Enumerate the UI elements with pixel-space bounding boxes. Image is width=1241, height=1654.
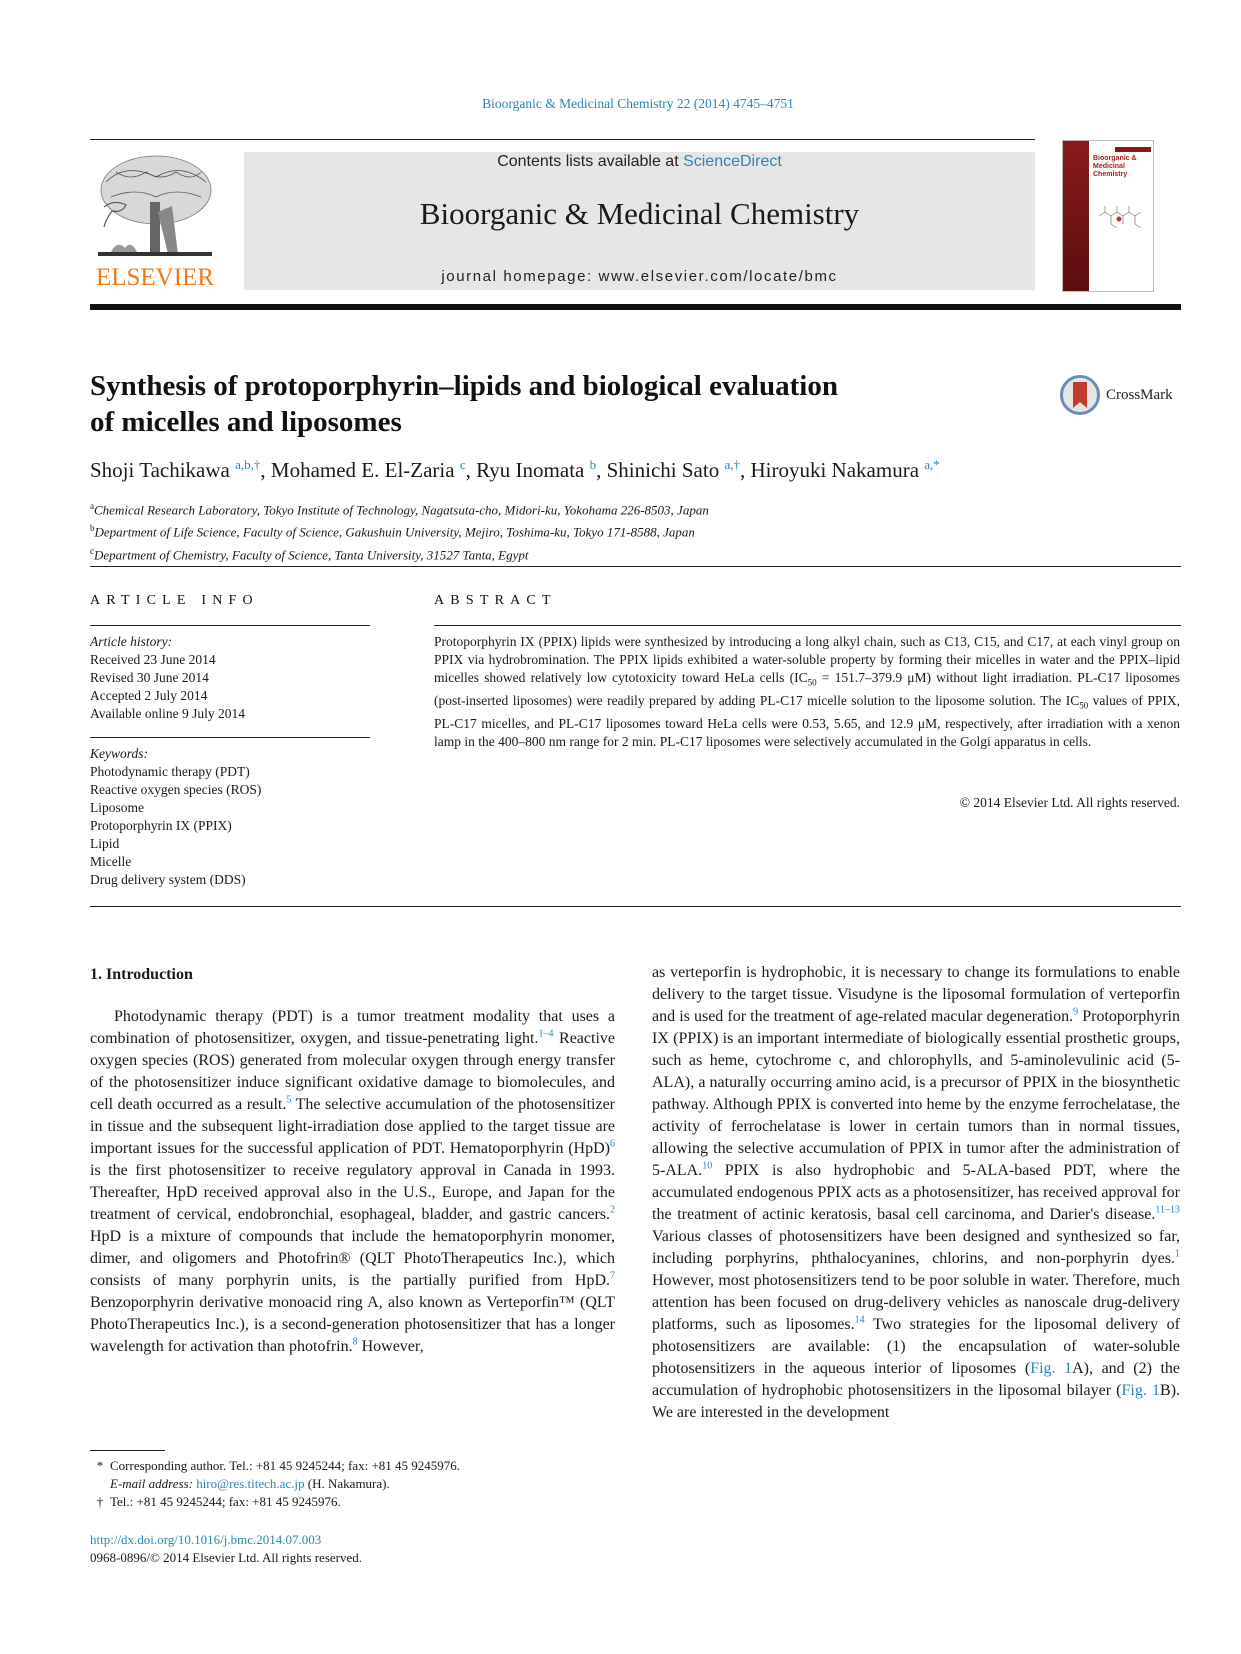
citation-link[interactable]: 2 <box>610 1204 615 1216</box>
journal-title: Bioorganic & Medicinal Chemistry <box>419 196 860 231</box>
header-rule <box>90 139 1035 140</box>
doi-block <box>90 1531 362 1567</box>
elsevier-tree-icon <box>96 152 214 264</box>
footnote-rule <box>90 1450 165 1451</box>
body-text: is the first photosensitizer to receive regulatory approval in Canada in 1993. Thereafter, HpD received approval also in the U.S., Europe, and Japan for the treatment of cervical, endobronchial, esophageal, bladder, and gastric cancers. <box>90 1162 615 1223</box>
history-received: Received 23 June 2014 <box>90 652 216 667</box>
body-text: Protoporphyrin IX (PPIX) is an important intermediate of biologically essential prosthetic groups, such as heme, cytochrome c, and chlorophylls, and 5-aminolevulinic acid (5-ALA), a naturally occurring amino acid, is a precursor of PPIX in the biosynthetic pathway. Although PPIX is converted into heme by the enzyme ferrochelatase, the activity of ferrochelatase is lower in certain tumors than in normal tissues, allowing the selective accumulation of PPIX in tumor after the administration of 5-ALA. <box>652 1008 1180 1179</box>
citation-link[interactable]: 1 <box>1175 1248 1180 1260</box>
keyword-item: Protoporphyrin IX (PPIX) <box>90 818 232 833</box>
email-suffix: (H. Nakamura). <box>304 1476 390 1491</box>
subscript: 50 <box>807 678 817 689</box>
body-text: However, most photosensitizers tend to be poor soluble in water. Therefore, much attention has been focused on drug-delivery vehicles as nanoscale drug-delivery platforms, such as liposomes. <box>652 1272 1180 1333</box>
body-text: B). We are interested in the development <box>652 1382 1181 1421</box>
footnote-text: Tel.: +81 45 9245244; fax: +81 45 9245976. <box>110 1494 341 1509</box>
citation-link[interactable]: 11–13 <box>1155 1204 1180 1216</box>
issn-copyright: 0968-0896/© 2014 Elsevier Ltd. All rights reserved. <box>90 1550 362 1565</box>
affiliation-item <box>90 497 709 519</box>
body-text: A), and (2) the accumulation of hydrophobic photosensitizers in the liposomal bilayer ( <box>652 1360 1181 1399</box>
molecule-icon <box>1097 201 1147 231</box>
contents-line <box>244 153 1035 171</box>
footnote-dagger <box>90 1493 460 1511</box>
front-matter-divider <box>90 906 1181 907</box>
abstract-text-part: Protoporphyrin IX (PPIX) lipids were synthesized by introducing a long alkyl chain, such as C13, C15, and C17, at each vinyl group on PPIX via hydrobromination. The PPIX lipids exhibited a water-soluble property by forming their micelles in water and the PPIX–lipid micelles showed relatively low cytotoxicity toward HeLa cells (IC <box>434 634 1180 686</box>
cover-top-bar <box>1115 147 1151 152</box>
keywords-list <box>90 745 261 889</box>
citation-link[interactable]: 9 <box>1073 1006 1079 1018</box>
elsevier-logo[interactable] <box>90 152 220 292</box>
footnotes <box>90 1457 460 1511</box>
body-text: PPIX is also hydrophobic and 5-ALA-based PDT, where the accumulated endogenous PPIX acts as a photosensitizer, has received approval for the treatment of actinic keratosis, basal cell carcinoma, and Darier's disease. <box>652 1162 1180 1223</box>
body-text: Benzoporphyrin derivative monoacid ring A, also known as Verteporfin™ (QLT PhotoTherapeutics Inc.), is a second-generation photosensitizer that has a longer wavelength for activation than photofrin. <box>90 1294 615 1355</box>
author-name[interactable]: Mohamed E. El-Zaria <box>270 458 455 482</box>
abstract-copyright: © 2014 Elsevier Ltd. All rights reserved. <box>959 795 1180 810</box>
affiliations <box>90 497 709 564</box>
author-name[interactable]: Shoji Tachikawa <box>90 458 230 482</box>
sciencedirect-link[interactable]: ScienceDirect <box>683 153 782 170</box>
asterisk-symbol: * <box>96 1458 104 1473</box>
body-column-left <box>90 1006 615 1358</box>
citation-link[interactable]: 10 <box>702 1160 713 1172</box>
abstract-rule <box>434 625 1181 626</box>
elsevier-wordmark: ELSEVIER <box>95 264 215 291</box>
affiliation-text: Department of Life Science, Faculty of Science, Gakushuin University, Mejiro, Toshima-ku, Tokyo 171-8588, Japan <box>94 524 695 540</box>
footnote-corresponding <box>90 1457 460 1475</box>
keyword-item: Liposome <box>90 800 144 815</box>
title-line-2: of micelles and liposomes <box>90 406 402 438</box>
abstract-body <box>434 633 1180 752</box>
cover-title: Bioorganic & Medicinal Chemistry <box>1093 155 1137 178</box>
body-text: HpD is a mixture of compounds that include the hematoporphyrin monomer, dimer, and oligomers and Photofrin® (QLT PhotoTherapeutics Inc.), which consists of many porphyrin units, is the partially purified from HpD. <box>90 1228 615 1289</box>
body-column-right <box>652 962 1180 1424</box>
body-text: Reactive oxygen species (ROS) generated from molecular oxygen through energy transfer of the photosensitizer induce significant oxidative damage to biomolecules, and cell death occurred as a result. <box>90 1030 616 1113</box>
affiliation-mark: b <box>90 523 95 534</box>
figure-link[interactable]: Fig. 1 <box>1030 1360 1073 1377</box>
keyword-item: Reactive oxygen species (ROS) <box>90 782 262 797</box>
citation-link[interactable]: 14 <box>854 1314 865 1326</box>
author-marks[interactable]: c <box>459 457 466 472</box>
citation-link[interactable]: 6 <box>610 1138 615 1150</box>
body-text: The selective accumulation of the photosensitizer in tissue and the subsequent light-irradiation dose applied to the target tissue are important issues for the successful application of PDT. Hematoporphyrin (HpD) <box>90 1096 616 1157</box>
history-label: Article history: <box>90 634 173 649</box>
author-marks[interactable]: a,b,† <box>235 457 261 472</box>
affiliation-item <box>90 519 709 541</box>
author-marks[interactable]: a,* <box>924 457 940 472</box>
article-title <box>90 368 990 440</box>
footnote-email <box>90 1475 460 1493</box>
body-text: However, <box>357 1338 424 1355</box>
history-revised: Revised 30 June 2014 <box>90 670 209 685</box>
journal-homepage-link[interactable]: journal homepage: www.elsevier.com/locate/bmc <box>441 268 838 285</box>
author-marks[interactable]: a,† <box>724 457 740 472</box>
author-name[interactable]: Shinichi Sato <box>606 458 720 482</box>
dagger-symbol: † <box>96 1494 104 1509</box>
body-text: Various classes of photosensitizers have been designed and synthesized so far, including porphyrins, phthalocyanines, chlorins, and non-porphyrin dyes. <box>652 1228 1180 1267</box>
title-line-1: Synthesis of protoporphyrin–lipids and biological evaluation <box>90 370 838 402</box>
cover-red-strip <box>1063 141 1089 291</box>
journal-reference-link[interactable]: Bioorganic & Medicinal Chemistry 22 (2014) 4745–4751 <box>482 96 794 111</box>
citation-link[interactable]: 8 <box>352 1336 358 1348</box>
article-history <box>90 633 245 723</box>
footnote-text: Corresponding author. Tel.: +81 45 9245244; fax: +81 45 9245976. <box>110 1458 461 1473</box>
section-heading-introduction: 1. Introduction <box>90 966 193 983</box>
citation-link[interactable]: 1–4 <box>538 1028 554 1040</box>
history-online: Available online 9 July 2014 <box>90 706 245 721</box>
journal-cover-thumbnail[interactable] <box>1062 140 1154 292</box>
affiliation-text: Chemical Research Laboratory, Tokyo Institute of Technology, Nagatsuta-cho, Midori-ku, Yokohama 226-8503, Japan <box>94 502 709 518</box>
keyword-item: Lipid <box>90 836 120 851</box>
article-info-rule <box>90 625 370 626</box>
keywords-label: Keywords: <box>90 746 148 761</box>
keyword-item: Micelle <box>90 854 132 869</box>
abstract-heading: ABSTRACT <box>434 593 557 608</box>
author-name[interactable]: Ryu Inomata <box>476 458 585 482</box>
author-list: Shoji Tachikawa $^{a,b,\dagger}$, Mohamed E. El-Zaria $^c$, Ryu Inomata $^b$, Shinichi Sato $^{a,\dagger}$, Hiroyuki Nakamura $^{a,*}$ <box>90 457 940 482</box>
abstract-text-part: = 151.7–379.9 μM) without light irradiation. PL-C17 liposomes (post-inserted liposomes) were readily prepared by adding PL-C17 micelle solution to the liposome solution. The IC <box>434 670 1180 709</box>
body-text: Two strategies for the liposomal delivery of photosensitizers are available: (1) the encapsulation of water-soluble photosensitizers in the aqueous interior of liposomes ( <box>652 1316 1181 1377</box>
keyword-item: Photodynamic therapy (PDT) <box>90 764 250 779</box>
crossmark-button[interactable] <box>1060 375 1180 421</box>
email-label: E-mail address: <box>110 1476 197 1491</box>
citation-link[interactable]: 7 <box>610 1270 615 1282</box>
affiliation-mark: c <box>90 545 94 556</box>
figure-link[interactable]: Fig. 1 <box>1121 1382 1161 1399</box>
journal-banner <box>244 152 1035 290</box>
keyword-item: Drug delivery system (DDS) <box>90 872 246 887</box>
affiliation-divider <box>90 566 1181 567</box>
email-link[interactable]: hiro@res.titech.ac.jp <box>196 1476 305 1491</box>
author-marks[interactable]: b <box>589 457 597 472</box>
keywords-rule <box>90 737 370 738</box>
affiliation-mark: a <box>90 501 94 511</box>
contents-prefix: Contents lists available at <box>497 153 684 170</box>
subscript: 50 <box>1079 700 1089 711</box>
doi-link[interactable]: http://dx.doi.org/10.1016/j.bmc.2014.07.003 <box>90 1532 322 1547</box>
affiliation-item <box>90 542 709 564</box>
author-name[interactable]: Hiroyuki Nakamura <box>750 458 920 482</box>
body-text: as verteporfin is hydrophobic, it is necessary to change its formulations to enable delivery to the target tissue. Visudyne is the liposomal formulation of verteporfin and is used for the treatment of age-related macular degeneration. <box>652 964 1180 1025</box>
article-info-heading: ARTICLE INFO <box>90 593 259 608</box>
header-thick-rule <box>90 304 1181 310</box>
affiliation-text: Department of Chemistry, Faculty of Science, Tanta University, 31527 Tanta, Egypt <box>94 546 529 562</box>
crossmark-label: CrossMark <box>1106 387 1173 403</box>
abstract-text-part: values of PPIX, PL-C17 micelles, and PL-C17 liposomes toward HeLa cells were 0.53, 5.65, and 12.9 μM, respectively, after irradiation with a xenon lamp in the 400–800 nm range for 2 min. PL-C17 liposomes were selectively accumulated in the Golgi apparatus in cells. <box>434 693 1180 750</box>
crossmark-icon <box>1060 375 1100 415</box>
body-text: Photodynamic therapy (PDT) is a tumor treatment modality that uses a combination of photosensitizer, oxygen, and tissue-penetrating light. <box>90 1008 615 1047</box>
citation-link[interactable]: 5 <box>286 1094 292 1106</box>
history-accepted: Accepted 2 July 2014 <box>90 688 208 703</box>
